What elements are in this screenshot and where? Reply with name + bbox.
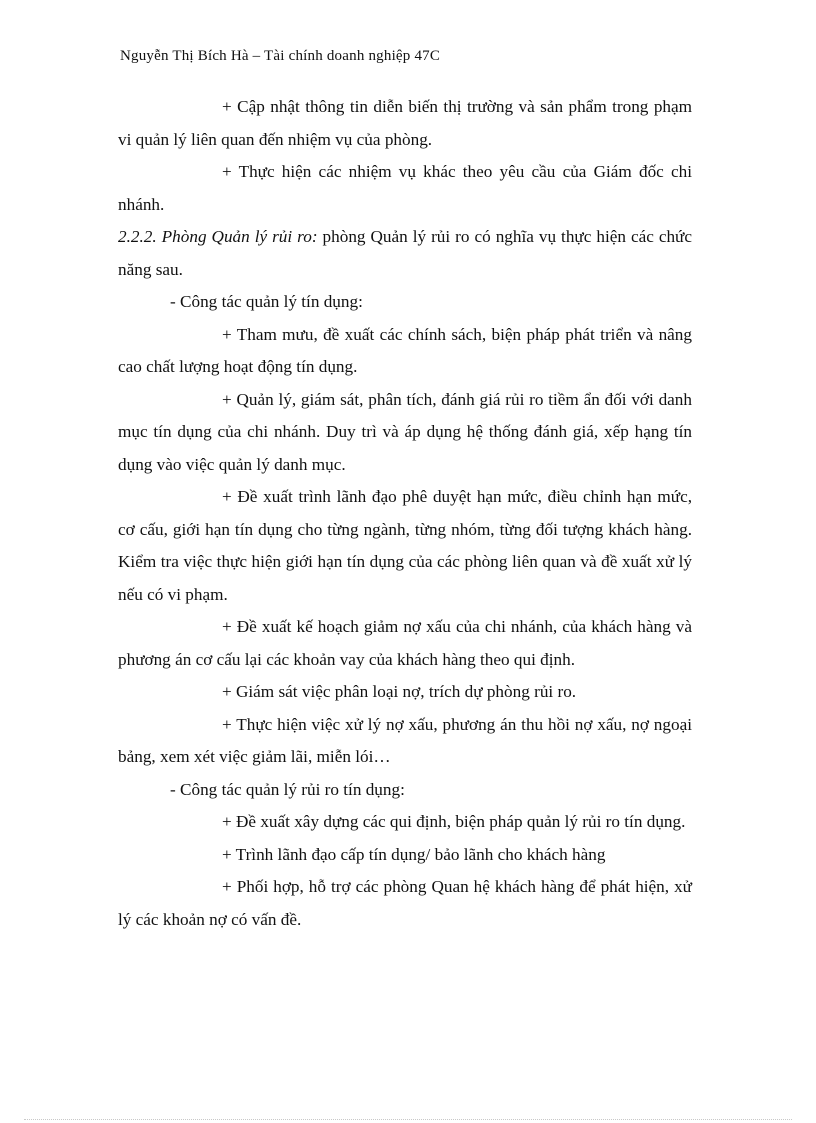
subheading-credit-risk-management: - Công tác quản lý rủi ro tín dụng: <box>170 779 405 799</box>
paragraph-market-update: + Cập nhật thông tin diễn biến thị trường và sản phẩm trong phạm vi quản lý liên quan đến nhiệm vụ của phòng. <box>118 97 692 149</box>
document-body <box>118 91 692 936</box>
paragraph-loan-classification: + Giám sát việc phân loại nợ, trích dự phòng rủi ro. <box>222 682 577 701</box>
paragraph-risk-regulations: + Đề xuất xây dựng các qui định, biện pháp quản lý rủi ro tín dụng. <box>222 812 686 831</box>
section-number-title: 2.2.2. Phòng Quản lý rủi ro: <box>118 227 318 246</box>
paragraph-advise-policies: + Tham mưu, đề xuất các chính sách, biện pháp phát triển và nâng cao chất lượng hoạt động tín dụng. <box>118 324 692 376</box>
section-heading-risk-management <box>118 221 692 286</box>
subheading-credit-management: - Công tác quản lý tín dụng: <box>170 292 363 311</box>
page-bottom-border <box>24 1119 792 1120</box>
section-intro-text: phòng Quản lý rủi ro có nghĩa vụ thực hiện các chức năng sau. <box>118 227 692 279</box>
paragraph-other-tasks: + Thực hiện các nhiệm vụ khác theo yêu cầu của Giám đốc chi nhánh. <box>118 162 692 214</box>
paragraph-bad-debt-handling: + Thực hiện việc xử lý nợ xấu, phương án thu hồi nợ xấu, nợ ngoại bảng, xem xét việc giảm lãi, miễn lói… <box>118 714 692 766</box>
paragraph-propose-limits: + Đề xuất trình lãnh đạo phê duyệt hạn mức, điều chỉnh hạn mức, cơ cấu, giới hạn tín dụng cho từng ngành, từng nhóm, từng đối tượng khách hàng. Kiểm tra việc thực hiện giới hạn tín dụng của các phòng liên quan và đề xuất xử lý nếu có vi phạm. <box>118 487 692 604</box>
paragraph-monitor-portfolio: + Quản lý, giám sát, phân tích, đánh giá rủi ro tiềm ẩn đối với danh mục tín dụng của chi nhánh. Duy trì và áp dụng hệ thống đánh giá, xếp hạng tín dụng vào việc quản lý danh mục. <box>118 389 692 474</box>
paragraph-bad-debt-plan: + Đề xuất kế hoạch giảm nợ xấu của chi nhánh, của khách hàng và phương án cơ cấu lại các khoản vay của khách hàng theo qui định. <box>118 617 692 669</box>
running-header: Nguyễn Thị Bích Hà – Tài chính doanh nghiệp 47C <box>120 48 441 64</box>
paragraph-coordinate-departments: + Phối hợp, hỗ trợ các phòng Quan hệ khách hàng để phát hiện, xử lý các khoản nợ có vấn đề. <box>118 877 692 929</box>
paragraph-submit-credit: + Trình lãnh đạo cấp tín dụng/ bảo lãnh cho khách hàng <box>222 844 606 864</box>
